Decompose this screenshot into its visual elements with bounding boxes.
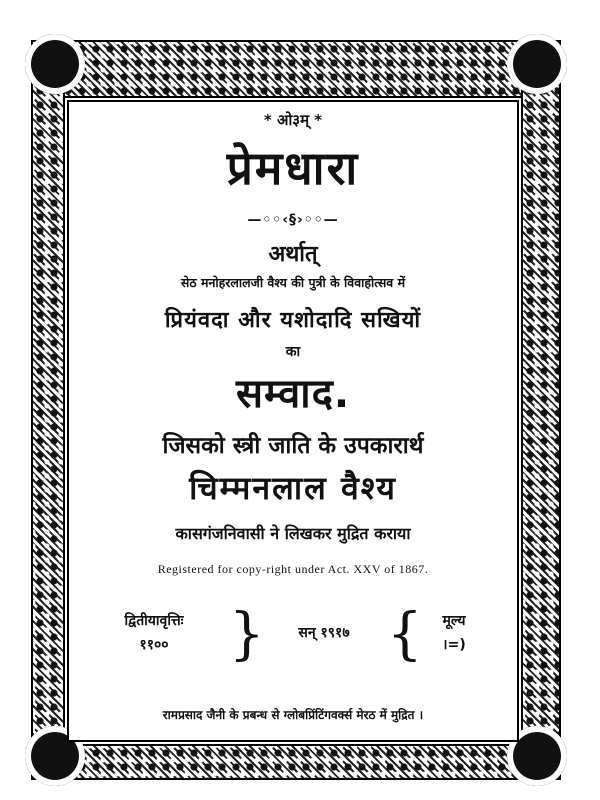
edition-label: द्वितीयावृत्तिः — [124, 613, 184, 629]
border-bottom — [31, 744, 561, 780]
border-left — [31, 40, 65, 780]
brace-divider-1: } — [229, 602, 265, 667]
om-heading: * ओ३म् * — [263, 111, 323, 129]
purpose-line: जिसको स्त्री जाति के उपकारार्थ — [162, 433, 424, 459]
price-label: मूल्य — [442, 613, 466, 629]
corner-ornament-tr — [507, 34, 567, 94]
author-name: चिम्मनलाल वैश्य — [189, 469, 397, 507]
subtitle-line-1: सेठ मनोहरलालजी वैश्य की पुत्री के विवाहोत्सव में — [180, 275, 406, 290]
book-title: प्रेमधारा — [226, 141, 360, 195]
price-value: ।=) — [442, 637, 466, 653]
subtitle-ka: का — [285, 344, 301, 360]
border-top — [31, 40, 561, 98]
title-page — [67, 100, 519, 742]
subtitle-line-2: प्रियंवदा और यशोदादि सखियों — [164, 308, 422, 333]
ornamental-frame — [31, 40, 561, 780]
publication-info — [69, 602, 517, 667]
price-info — [399, 609, 509, 657]
samvad-heading: सम्वाद. — [235, 371, 351, 417]
corner-ornament-tl — [25, 34, 85, 94]
printer-line: रामप्रसाद जैनी के प्रबन्ध से ग्लोबप्रिंटिंगवर्क्स मेरठ में मुद्रित । — [162, 708, 424, 722]
year-info: सन् १९१७ — [298, 625, 350, 641]
brace-divider-2: { — [387, 602, 423, 667]
edition-info — [79, 609, 229, 657]
author-residence-line: कासगंजनिवासी ने लिखकर मुद्रित कराया — [175, 524, 411, 543]
border-right — [521, 40, 561, 780]
edition-count: ११०० — [139, 637, 169, 653]
registration-notice: Registered for copy-right under Act. XXV of 1867. — [157, 562, 429, 576]
arthat-label: अर्थात् — [268, 242, 318, 267]
ornamental-divider: —◦◦‹§›◦◦— — [247, 212, 339, 228]
